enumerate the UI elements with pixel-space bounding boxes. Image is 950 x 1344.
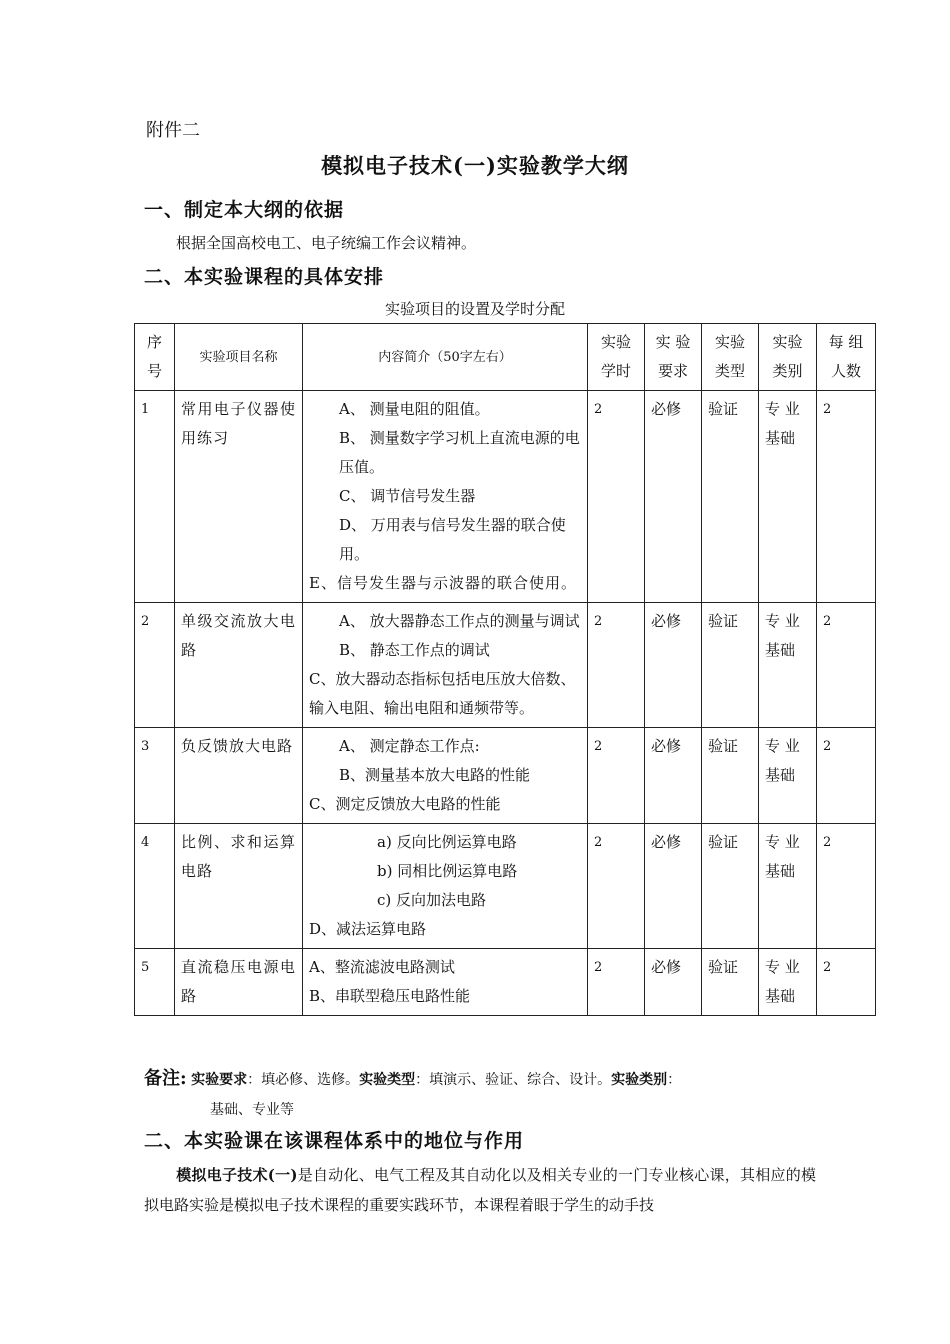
- row-type: 验证: [702, 391, 759, 603]
- section-basis-text: 根据全国高校电工、电子统编工作会议精神。: [176, 234, 477, 252]
- content-item: E、信号发生器与示波器的联合使用。: [309, 574, 577, 592]
- note-type-text: ：填演示、验证、综合、设计。: [415, 1072, 612, 1088]
- note-type-label: 实验类型: [359, 1072, 416, 1088]
- header-requirement: 实 验 要求: [645, 324, 702, 391]
- row-hours: 2: [588, 824, 645, 949]
- header-type: 实验 类型: [702, 324, 759, 391]
- content-item: c) 反向加法电路: [377, 891, 487, 909]
- row-type: 验证: [702, 728, 759, 824]
- note-req-label: 实验要求: [191, 1072, 248, 1088]
- header-hours: 实验 学时: [588, 324, 645, 391]
- row-category: 专 业基础: [759, 824, 817, 949]
- table-row: [135, 824, 876, 949]
- content-item: C、测定反馈放大电路的性能: [309, 795, 501, 813]
- row-seq: 1: [135, 391, 175, 603]
- content-item: D、 万用表与信号发生器的联合使用。: [339, 516, 566, 563]
- content-item: A、整流滤波电路测试: [309, 958, 455, 976]
- row-hours: 2: [588, 728, 645, 824]
- table-row: [135, 603, 876, 728]
- content-item: B、 静态工作点的调试: [339, 641, 490, 659]
- row-hours: 2: [588, 391, 645, 603]
- row-hours: 2: [588, 603, 645, 728]
- row-name: 负反馈放大电路: [175, 728, 303, 824]
- content-item: B、 测量数字学习机上直流电源的电压值。: [339, 429, 580, 476]
- header-content: 内容简介（50字左右）: [303, 324, 588, 391]
- section-heading-role: 二、本实验课在该课程体系中的地位与作用: [144, 1130, 525, 1152]
- table-header-row: [135, 324, 876, 391]
- content-item: C、放大器动态指标包括电压放大倍数、输入电阻、输出电阻和通频带等。: [309, 670, 576, 717]
- row-seq: 4: [135, 824, 175, 949]
- row-category: 专 业基础: [759, 949, 817, 1016]
- table-row: [135, 949, 876, 1016]
- section-role-text: [144, 1160, 816, 1220]
- header-group: 每 组 人数: [817, 324, 876, 391]
- content-item: B、测量基本放大电路的性能: [339, 766, 531, 784]
- row-requirement: 必修: [645, 391, 702, 603]
- row-requirement: 必修: [645, 949, 702, 1016]
- row-group: 2: [817, 391, 876, 603]
- row-group: 2: [817, 824, 876, 949]
- section-heading-arrangement: 二、本实验课程的具体安排: [144, 266, 385, 288]
- row-name: 常用电子仪器使用练习: [175, 391, 303, 603]
- content-item: D、减法运算电路: [309, 920, 427, 938]
- content-item: C、 调节信号发生器: [339, 487, 476, 505]
- row-content: [303, 728, 588, 824]
- row-requirement: 必修: [645, 603, 702, 728]
- row-category: 专 业基础: [759, 391, 817, 603]
- section-heading-basis: 一、制定本大纲的依据: [144, 199, 345, 221]
- row-name: 单级交流放大电路: [175, 603, 303, 728]
- row-name: 比例、求和运算电路: [175, 824, 303, 949]
- course-name: 模拟电子技术(一): [176, 1166, 298, 1184]
- row-group: 2: [817, 603, 876, 728]
- document-title: 模拟电子技术(一)实验教学大纲: [321, 153, 629, 178]
- row-seq: 5: [135, 949, 175, 1016]
- content-item: A、 放大器静态工作点的测量与调试: [339, 612, 580, 630]
- row-content: [303, 949, 588, 1016]
- role-paragraph: 是自动化、电气工程及其自动化以及相关专业的一门专业核心课，其相应的模拟电路实验是模拟电子技术课程的重要实践环节，本课程着眼于学生的动手技: [144, 1166, 816, 1214]
- note-cat-text: ：: [667, 1072, 682, 1088]
- row-content: [303, 824, 588, 949]
- row-category: 专 业基础: [759, 603, 817, 728]
- content-item: a) 反向比例运算电路: [377, 833, 517, 851]
- row-requirement: 必修: [645, 728, 702, 824]
- row-content: [303, 603, 588, 728]
- header-seq: 序 号: [135, 324, 175, 391]
- row-group: 2: [817, 728, 876, 824]
- table-row: [135, 391, 876, 603]
- attachment-label: 附件二: [146, 120, 200, 141]
- content-item: b) 同相比例运算电路: [377, 862, 518, 880]
- note-req-text: ：填必修、选修。: [247, 1072, 360, 1088]
- row-hours: 2: [588, 949, 645, 1016]
- row-type: 验证: [702, 603, 759, 728]
- row-group: 2: [817, 949, 876, 1016]
- note-cat-label: 实验类别: [611, 1072, 668, 1088]
- note-line2: 基础、专业等: [210, 1102, 294, 1118]
- row-name: 直流稳压电源电路: [175, 949, 303, 1016]
- note-label: 备注:: [144, 1068, 187, 1089]
- experiment-table: [134, 323, 876, 1016]
- header-category: 实验 类别: [759, 324, 817, 391]
- content-item: B、串联型稳压电路性能: [309, 987, 471, 1005]
- content-item: A、 测量电阻的阻值。: [339, 400, 490, 418]
- row-content: [303, 391, 588, 603]
- row-type: 验证: [702, 824, 759, 949]
- row-category: 专 业基础: [759, 728, 817, 824]
- row-seq: 3: [135, 728, 175, 824]
- table-note: [144, 1064, 824, 1125]
- row-requirement: 必修: [645, 824, 702, 949]
- header-name: 实验项目名称: [175, 324, 303, 391]
- content-item: A、 测定静态工作点:: [339, 737, 480, 755]
- row-seq: 2: [135, 603, 175, 728]
- row-type: 验证: [702, 949, 759, 1016]
- table-caption: 实验项目的设置及学时分配: [384, 300, 565, 318]
- table-row: [135, 728, 876, 824]
